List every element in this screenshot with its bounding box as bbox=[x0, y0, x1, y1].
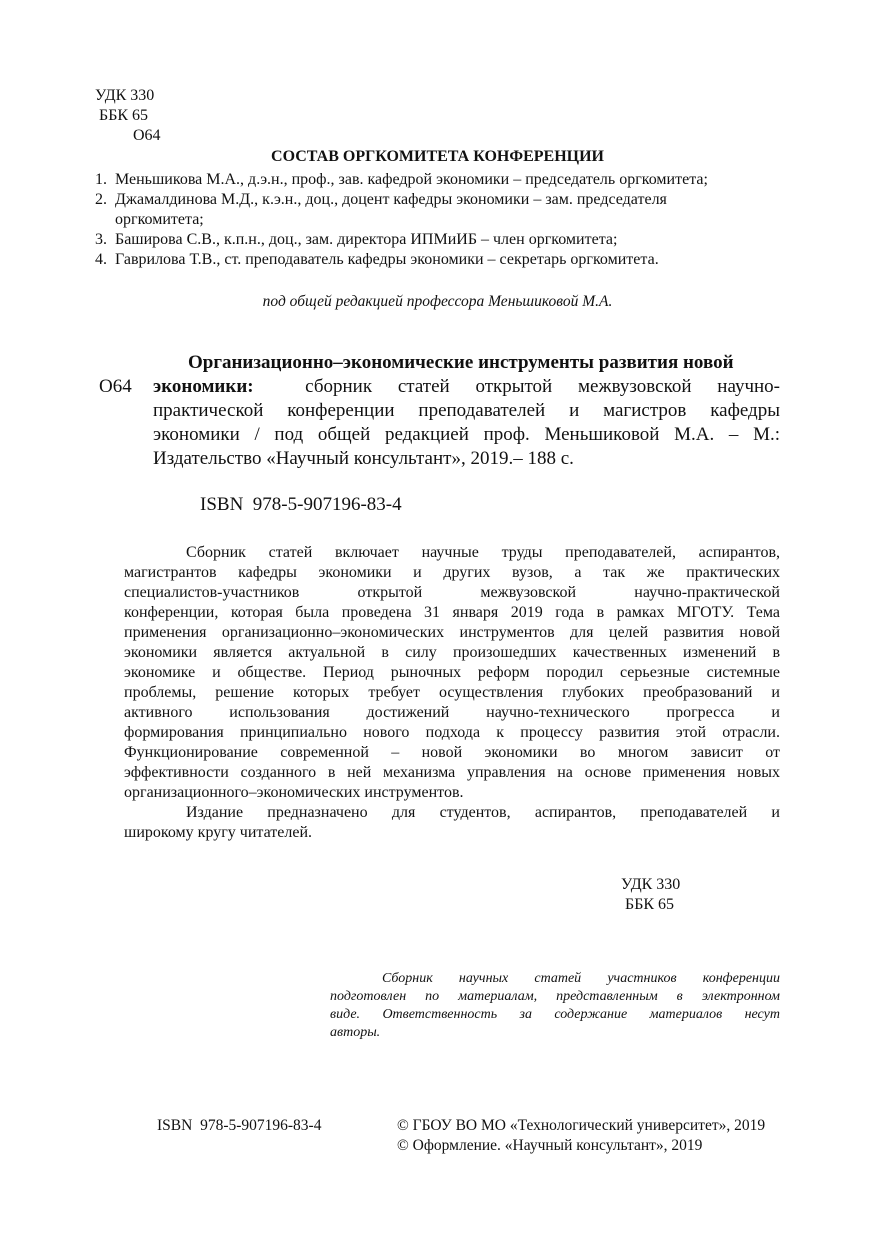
abstract-line: Сборник статей включает научные труды преподавателей, аспирантов, bbox=[186, 544, 780, 561]
abstract-line: экономики является актуальной в силу произошедших качественных изменений в bbox=[124, 644, 780, 661]
committee-member bbox=[95, 190, 785, 230]
member-number: 4. bbox=[95, 251, 107, 268]
abstract bbox=[124, 543, 780, 843]
author-mark: О64 bbox=[133, 127, 161, 144]
committee-member bbox=[95, 170, 785, 190]
udk-code: УДК 330 bbox=[95, 87, 155, 104]
committee-member bbox=[95, 250, 785, 270]
copyright-design: © Оформление. «Научный консультант», 2019 bbox=[397, 1137, 703, 1154]
udk-code-right: УДК 330 bbox=[621, 876, 681, 893]
audience-line: Издание предназначено для студентов, аспирантов, преподавателей и bbox=[186, 804, 780, 821]
abstract-line: экономике и обществе. Период рыночных реформ породил серьезные системные bbox=[124, 664, 780, 681]
abstract-line: Функционирование современной – новой экономики во многом зависит от bbox=[124, 744, 780, 761]
member-number: 2. bbox=[95, 191, 107, 208]
note-line: подготовлен по материалам, представленным в электронном bbox=[330, 989, 780, 1004]
bib-description bbox=[153, 375, 780, 471]
abstract-line: конференции, которая была проведена 31 января 2019 года в рамках МГОТУ. Тема bbox=[124, 604, 780, 621]
publication-note bbox=[330, 970, 780, 1042]
note-line: виде. Ответственность за содержание материалов несут bbox=[330, 1007, 780, 1022]
abstract-line: проблемы, решение которых требует осуществления глубоких преобразований и bbox=[124, 684, 780, 701]
member-text: Баширова С.В., к.п.н., доц., зам. директора ИПМиИБ – член оргкомитета; bbox=[115, 231, 618, 248]
committee-title: СОСТАВ ОРГКОМИТЕТА КОНФЕРЕНЦИИ bbox=[271, 148, 604, 165]
committee-list bbox=[95, 170, 785, 270]
bib-line: Издательство «Научный консультант», 2019.– 188 с. bbox=[153, 448, 574, 469]
editor-line: под общей редакцией профессора Меньшиковой М.А. bbox=[262, 293, 613, 310]
audience-line: широкому кругу читателей. bbox=[124, 824, 313, 841]
note-line: Сборник научных статей участников конференции bbox=[382, 971, 780, 986]
isbn-main: ISBN 978-5-907196-83-4 bbox=[200, 494, 402, 515]
committee-member bbox=[95, 230, 785, 250]
abstract-line: организационного–экономических инструментов. bbox=[124, 784, 464, 801]
bbk-code-right: ББК 65 bbox=[625, 896, 675, 913]
bib-title-end: экономики: bbox=[153, 376, 254, 397]
bbk-code: ББК 65 bbox=[99, 107, 149, 124]
member-text: Гаврилова Т.В., ст. преподаватель кафедры экономики – секретарь оргкомитета. bbox=[115, 251, 659, 268]
member-text: Джамалдинова М.Д., к.э.н., доц., доцент кафедры экономики – зам. председателя оргкомитета; bbox=[115, 191, 667, 228]
bib-line: практической конференции преподавателей и магистров кафедры bbox=[153, 400, 780, 421]
abstract-line: магистрантов кафедры экономики и других вузов, а так же практических bbox=[124, 564, 780, 581]
footer-isbn: ISBN 978-5-907196-83-4 bbox=[157, 1117, 322, 1134]
note-line: авторы. bbox=[330, 1025, 381, 1040]
abstract-line: формирования принципиально нового подхода к процессу развития этой отрасли. bbox=[124, 724, 780, 741]
member-text: Меньшикова М.А., д.э.н., проф., зав. кафедрой экономики – председатель оргкомитета; bbox=[115, 171, 708, 188]
copyright-university: © ГБОУ ВО МО «Технологический университет», 2019 bbox=[397, 1117, 766, 1134]
abstract-line: применения организационно–экономических инструментов для целей развития новой bbox=[124, 624, 780, 641]
bib-line: экономики / под общей редакцией проф. Меньшиковой М.А. – М.: bbox=[153, 424, 780, 445]
member-number: 3. bbox=[95, 231, 107, 248]
bib-line2-text: сборник статей открытой межвузовской научно- bbox=[305, 376, 780, 397]
abstract-line: специалистов-участников открытой межвузовской научно-практической bbox=[124, 584, 780, 601]
bib-line bbox=[153, 375, 780, 399]
abstract-line: эффективности созданного в ней механизма управления на основе применения новых bbox=[124, 764, 780, 781]
member-number: 1. bbox=[95, 171, 107, 188]
abstract-line: активного использования достижений научно-технического прогресса и bbox=[124, 704, 780, 721]
bib-title: Организационно–экономические инструменты развития новой bbox=[188, 352, 734, 373]
bib-mark: О64 bbox=[99, 376, 132, 397]
